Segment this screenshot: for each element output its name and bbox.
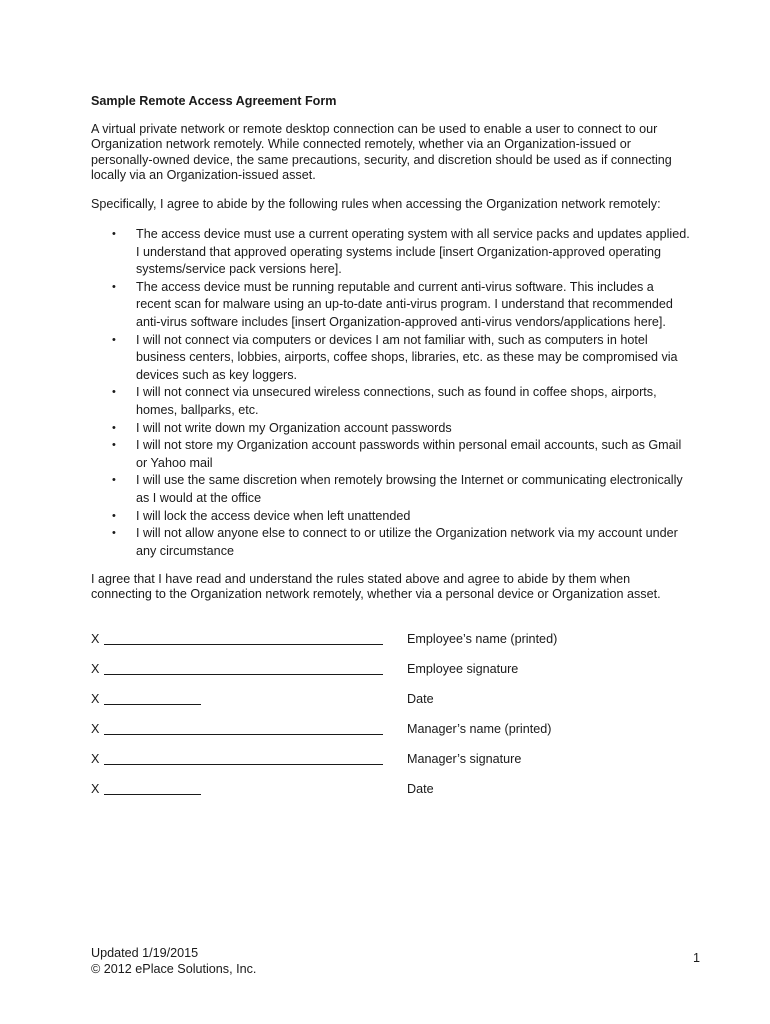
bullet-icon: • [112,509,116,522]
footer [91,945,256,977]
rule-item [91,420,691,438]
employee-name-line[interactable] [104,644,383,645]
manager-signature-row [91,751,651,769]
signature-x-marker: X [91,752,100,766]
rules-intro-paragraph: Specifically, I agree to abide by the following rules when accessing the Organization network remotely: [91,197,661,211]
agreement-paragraph: I agree that I have read and understand the rules stated above and agree to abide by them when connecting to the Organization network remotely, whether via a personal device or Organization asset. [91,572,661,602]
employee-signature-label: Employee signature [407,662,519,676]
manager-date-row [91,781,651,799]
document-title: Sample Remote Access Agreement Form [91,94,337,108]
bullet-icon: • [112,527,116,540]
bullet-icon: • [112,280,116,293]
rule-item [91,472,691,507]
rule-text: I will not store my Organization account passwords within personal email accounts, such as Gmail or Yahoo mail [136,438,682,470]
rule-item [91,437,691,472]
employee-name-label: Employee’s name (printed) [407,632,558,646]
rule-text: I will not connect via unsecured wireless connections, such as found in coffee shops, airports, homes, ballparks, etc. [136,385,657,417]
manager-date-line[interactable] [104,794,201,795]
rule-item [91,525,691,560]
signature-x-marker: X [91,722,100,736]
rule-text: I will use the same discretion when remotely browsing the Internet or communicating electronically as I would at the office [136,473,683,505]
signature-x-marker: X [91,632,100,646]
rule-text: I will lock the access device when left unattended [136,508,411,523]
employee-name-signature-row [91,631,651,649]
footer-updated-date: Updated 1/19/2015 [91,946,199,960]
employee-date-line[interactable] [104,704,201,705]
rule-item [91,508,691,526]
signature-x-marker: X [91,662,100,676]
employee-signature-line[interactable] [104,674,383,675]
rule-item [91,279,691,332]
rule-item [91,384,691,419]
rule-text: I will not allow anyone else to connect to or utilize the Organization network via my account under any circumstance [136,526,678,558]
page-number: 1 [693,951,701,965]
manager-date-label: Date [407,782,434,796]
footer-copyright: © 2012 ePlace Solutions, Inc. [91,962,257,976]
bullet-icon: • [112,439,116,452]
bullet-icon: • [112,474,116,487]
rule-text: I will not connect via computers or devices I am not familiar with, such as computers in hotel business centers, lobbies, airports, coffee shops, libraries, etc. as these may be compromised via devices such as key loggers. [136,332,678,382]
rules-list [91,226,691,560]
employee-date-label: Date [407,692,434,706]
signature-x-marker: X [91,692,100,706]
rule-text: I will not write down my Organization account passwords [136,420,452,435]
manager-signature-line[interactable] [104,764,383,765]
employee-signature-row [91,661,651,679]
intro-paragraph: A virtual private network or remote desktop connection can be used to enable a user to connect to our Organization network remotely. While connected remotely, whether via an Organization-issued or personally-owned device, the same precautions, security, and discretion should be used as if connecting locally via an Organization-issued asset. [91,122,672,182]
bullet-icon: • [112,386,116,399]
rule-text: The access device must be running reputable and current anti-virus software. This includes a recent scan for malware using an up-to-date anti-virus program. I understand that recommended anti-virus software includes [insert Organization-approved anti-virus vendors/applications here]. [136,279,673,329]
manager-signature-label: Manager’s signature [407,752,522,766]
rule-item [91,226,691,279]
manager-name-line[interactable] [104,734,383,735]
signature-x-marker: X [91,782,100,796]
bullet-icon: • [112,333,116,346]
manager-name-signature-row [91,721,651,739]
employee-date-row [91,691,651,709]
bullet-icon: • [112,228,116,240]
rule-text: The access device must use a current operating system with all service packs and updates applied. I understand that approved operating systems include [insert Organization-approved operating systems/service pack versions here]. [136,227,690,277]
rule-item [91,332,691,385]
manager-name-label: Manager’s name (printed) [407,722,552,736]
bullet-icon: • [112,421,116,434]
